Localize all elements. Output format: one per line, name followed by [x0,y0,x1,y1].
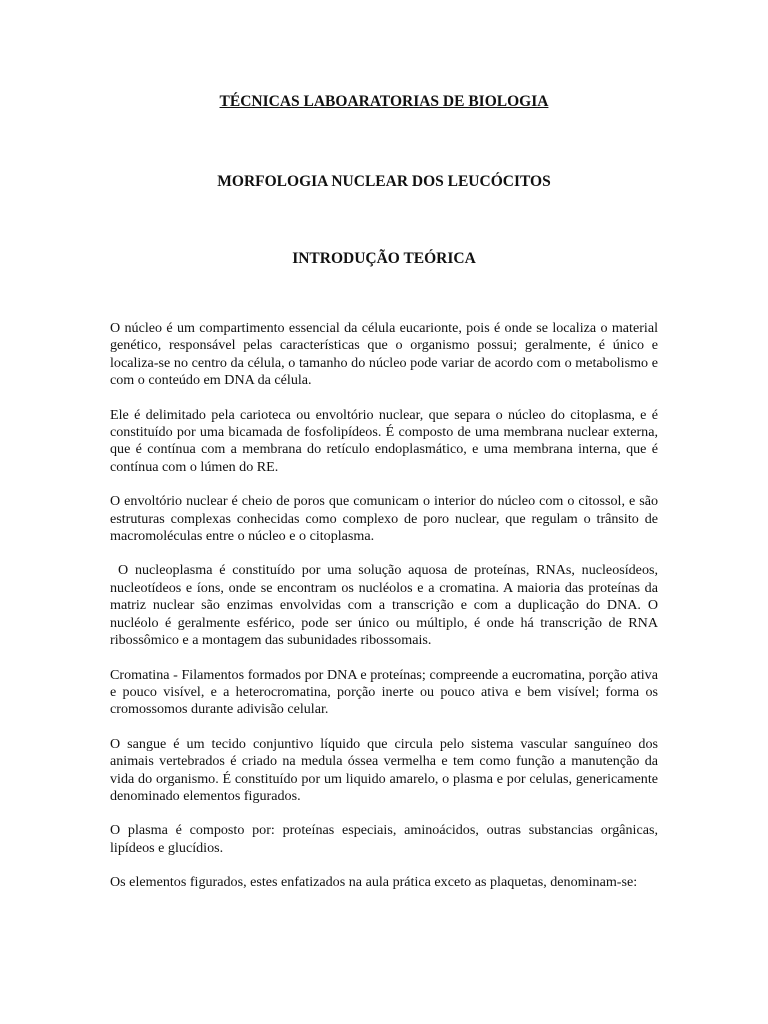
paragraph-envelope-pores: O envoltório nuclear é cheio de poros que comunicam o interior do núcleo com o citossol, e são estruturas complexas conhecidas como complexo de poro nuclear, que regulam o trânsito de macromoléculas entre o núcleo e o citoplasma. [110,493,658,545]
document-title: TÉCNICAS LABOARATORIAS DE BIOLOGIA [219,93,549,110]
paragraph-nucleus: O núcleo é um compartimento essencial da célula eucarionte, pois é onde se localiza o material genético, responsável pelas características que o organismo possui; geralmente, é único e localiza-se no centro da célula, o tamanho do núcleo pode variar de acordo com o metabolismo e com o conteúdo em DNA da célula. [110,320,658,389]
paragraph-carioteca: Ele é delimitado pela carioteca ou envoltório nuclear, que separa o núcleo do citoplasma, e é constituído por uma bicamada de fosfolipídeos. É composto de uma membrana nuclear externa, que é contínua com a membrana do retículo endoplasmático, e uma membrana interna, que é contínua com o lúmen do RE. [110,406,658,475]
section-heading: INTRODUÇÃO TEÓRICA [292,250,476,267]
body-text [110,320,658,909]
paragraph-nucleoplasm: O nucleoplasma é constituído por uma solução aquosa de proteínas, RNAs, nucleosídeos, nucleotídeos e íons, onde se encontram os nucléolos e a cromatina. A maioria das proteínas da matriz nuclear são enzimas envolvidas com a transcrição e com a duplicação do DNA. O nucléolo é geralmente esférico, pode ser único ou múltiplo, é onde há transcrição de RNA ribossômico e a montagem das subunidades ribossomais. [110,562,658,649]
paragraph-figured-elements: Os elementos figurados, estes enfatizados na aula prática exceto as plaquetas, denominam-se: [110,874,638,891]
paragraph-plasma: O plasma é composto por: proteínas especiais, aminoácidos, outras substancias orgânicas, lipídeos e glucídios. [110,822,658,856]
document-subtitle: MORFOLOGIA NUCLEAR DOS LEUCÓCITOS [217,173,551,190]
paragraph-blood: O sangue é um tecido conjuntivo líquido que circula pelo sistema vascular sanguíneo dos animais vertebrados é criado na medula óssea vermelha e tem como função a manutenção da vida do organismo. É constituído por um liquido amarelo, o plasma e por celulas, genericamente denominado elementos figurados. [110,735,658,804]
paragraph-chromatin: Cromatina - Filamentos formados por DNA e proteínas; compreende a eucromatina, porção ativa e pouco visível, e a heterocromatina, porção inerte ou pouco ativa e bem visível; forma os cromossomos durante adivisão celular. [110,666,658,718]
